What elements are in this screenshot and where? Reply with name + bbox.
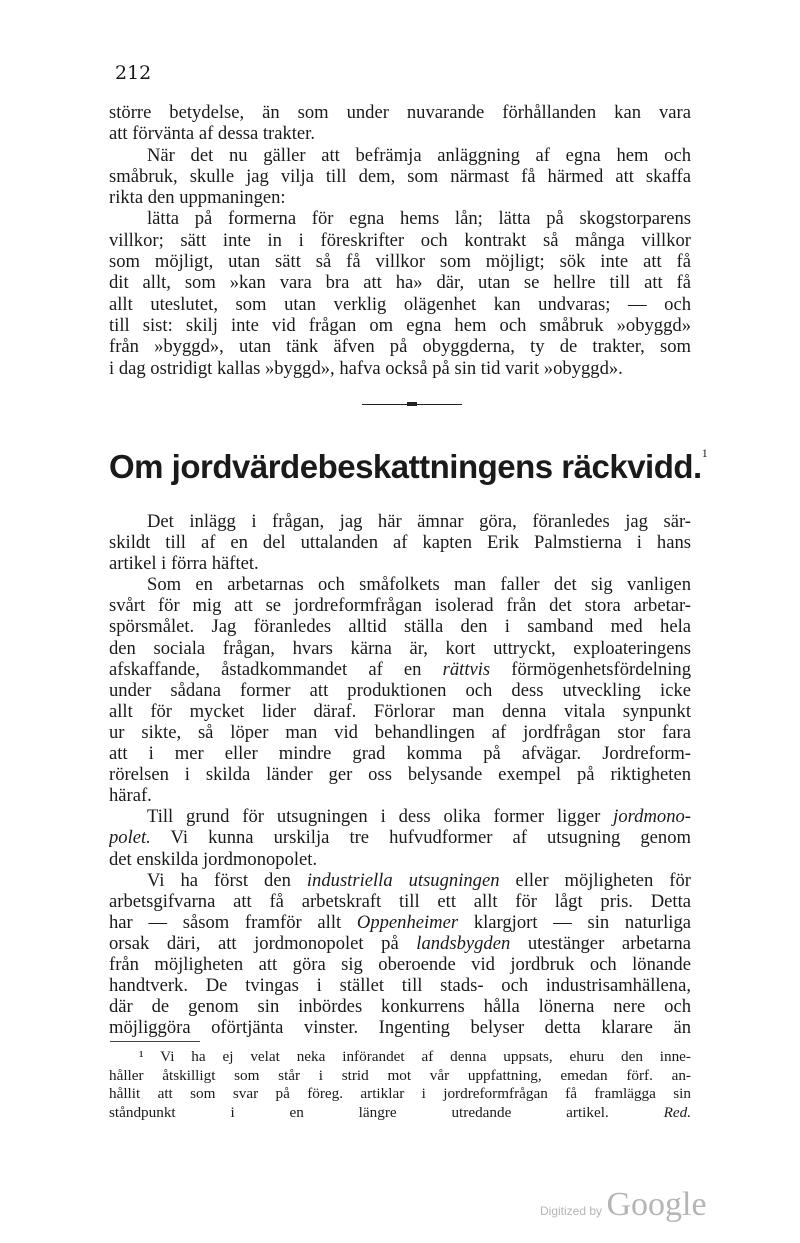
text-line xyxy=(109,511,691,532)
text-line xyxy=(109,230,691,251)
text-line xyxy=(109,166,691,187)
text-segment: Vi ha först den xyxy=(147,869,307,891)
text-segment: svårt för mig att se jordreformfrågan isolerad från det stora arbetar- xyxy=(109,595,691,617)
text-segment: ståndpunkt i en längre utredande artikel. xyxy=(109,1103,664,1121)
text-segment: hållit att som svar på föreg. artiklar i jordreformfrågan få framlägga sin xyxy=(109,1085,691,1103)
text-line xyxy=(109,123,691,144)
text-segment: att förvänta af dessa trakter. xyxy=(109,123,315,145)
text-line xyxy=(109,891,691,912)
text-segment: som möjligt, utan sätt så få villkor som möjligt; sök inte att få xyxy=(109,251,691,273)
italic-text: industriella utsugningen xyxy=(306,869,500,891)
text-segment: skildt till af en del uttalanden af kapten Erik Palmstierna i hans xyxy=(109,532,691,554)
text-line xyxy=(109,912,691,933)
text-segment: orsak däri, att jordmonopolet på xyxy=(109,932,417,954)
text-line xyxy=(109,743,691,764)
text-segment: har — såsom framför allt xyxy=(109,911,357,933)
text-segment: rikta den uppmaningen: xyxy=(109,187,286,209)
text-segment: lätta på formerna för egna hems lån; lätta på skogstorparens xyxy=(147,208,691,230)
top-text-block xyxy=(109,102,691,379)
text-segment: häraf. xyxy=(109,785,152,807)
article-heading xyxy=(109,448,707,486)
text-segment: arbetsgifvarna att få arbetskraft till ett allt för lågt pris. Detta xyxy=(109,890,691,912)
text-segment: rörelsen i skilda länder ger oss belysande exempel på riktigheten xyxy=(109,764,691,786)
article-body xyxy=(109,511,691,1038)
text-line xyxy=(109,1067,691,1086)
section-divider-ornament xyxy=(407,402,417,406)
text-segment: i dag ostridigt kallas »byggd», hafva också på sin tid varit »obyggd». xyxy=(109,357,623,379)
footnote-reference: 1 xyxy=(701,446,708,460)
text-segment: När det nu gäller att befrämja anläggning af egna hem och xyxy=(147,144,691,166)
text-line xyxy=(109,1085,691,1104)
footnote-rule xyxy=(110,1041,200,1042)
text-line xyxy=(109,187,691,208)
text-segment: det enskilda jordmonopolet. xyxy=(109,848,318,870)
text-line xyxy=(109,785,691,806)
text-line xyxy=(109,996,691,1017)
text-segment: större betydelse, än som under nuvarande förhållanden kan vara xyxy=(109,102,691,123)
footnote-block xyxy=(109,1048,691,1122)
text-line xyxy=(109,975,691,996)
text-line xyxy=(109,315,691,336)
text-segment: förmögenhetsfördelning xyxy=(490,658,691,680)
italic-text: Red. xyxy=(663,1103,691,1121)
text-segment: där de genom sin inbördes konkurrens hålla lönerna nere och xyxy=(109,996,691,1018)
text-line xyxy=(109,722,691,743)
italic-text: Oppenheimer xyxy=(356,911,459,933)
text-line xyxy=(109,272,691,293)
text-line xyxy=(109,701,691,722)
text-line xyxy=(109,764,691,785)
text-segment: den sociala frågan, hvars kärna är, kort uttryckt, exploateringens xyxy=(109,637,691,659)
italic-text: landsbygden xyxy=(416,932,511,954)
text-segment: eller möjligheten för xyxy=(499,869,691,891)
text-line xyxy=(109,616,691,637)
text-line xyxy=(109,659,691,680)
text-segment: att i mer eller mindre grad komma på afvägar. Jordreform- xyxy=(109,743,691,765)
text-segment: villkor; sätt inte in i föreskrifter och kontrakt så många villkor xyxy=(109,229,691,251)
text-segment: artikel i förra häftet. xyxy=(109,553,259,575)
text-line xyxy=(109,145,691,166)
text-segment: möjliggöra oförtjänta vinster. Ingenting belyser detta klarare än xyxy=(109,1017,691,1039)
text-segment: från »byggd», utan tänk äfven på obyggderna, ty de trakter, som xyxy=(109,336,691,358)
text-segment: småbruk, skulle jag vilja till dem, som närmast få härmed att skaffa xyxy=(109,165,691,187)
text-line xyxy=(109,595,691,616)
text-segment: allt uteslutet, som utan verklig olägenhet kan undvaras; — och xyxy=(109,293,691,315)
text-segment: handtverk. De tvingas i stället till stads- och industrisamhällena, xyxy=(109,975,691,997)
text-segment: klargjort — sin naturliga xyxy=(458,911,691,933)
text-line xyxy=(109,638,691,659)
italic-text: polet. xyxy=(109,827,151,849)
text-line xyxy=(109,336,691,357)
text-line xyxy=(109,954,691,975)
text-line xyxy=(109,849,691,870)
text-line xyxy=(109,294,691,315)
italic-text: rättvis xyxy=(442,658,491,680)
text-line xyxy=(109,806,691,827)
text-line xyxy=(109,870,691,891)
text-segment: dit allt, som »kan vara bra att ha» där, utan se hellre till att få xyxy=(109,272,691,294)
text-segment: ¹ Vi ha ej velat neka införandet af denna uppsats, ehuru den inne- xyxy=(139,1048,691,1065)
italic-text: jordmono- xyxy=(613,806,691,828)
google-logo: Google xyxy=(606,1186,707,1223)
text-line xyxy=(109,532,691,553)
text-segment: till sist: skilj inte vid frågan om egna hem och småbruk »obyggd» xyxy=(109,314,691,336)
text-segment: från möjligheten att göra sig oberoende vid jordbruk och lönande xyxy=(109,953,691,975)
text-segment: allt för mycket lider däraf. Förlorar man denna vitala synpunkt xyxy=(109,700,691,722)
text-line xyxy=(109,680,691,701)
text-line xyxy=(109,102,691,123)
text-segment: håller åtskilligt som står i strid mot vår uppfattning, emedan förf. an- xyxy=(109,1066,691,1084)
watermark-prefix: Digitized by xyxy=(540,1204,603,1218)
text-line xyxy=(109,574,691,595)
text-segment: under sådana former att produktionen och dess utveckling icke xyxy=(109,679,691,701)
text-line xyxy=(109,358,691,379)
text-line xyxy=(109,553,691,574)
text-line xyxy=(109,1104,691,1123)
text-line xyxy=(109,827,691,848)
page-number: 212 xyxy=(115,62,152,84)
text-segment: spörsmålet. Jag föranledes alltid ställa den i samband med hela xyxy=(109,616,691,638)
google-watermark xyxy=(540,1186,707,1224)
text-line xyxy=(109,933,691,954)
text-segment: Som en arbetarnas och småfolkets man faller det sig vanligen xyxy=(147,574,691,596)
article-title: Om jordvärdebeskattningens räckvidd. xyxy=(109,448,702,485)
text-segment: Vi kunna urskilja tre hufvudformer af utsugning genom xyxy=(150,827,691,849)
text-segment: afskaffande, åstadkommandet af en xyxy=(109,658,443,680)
text-line xyxy=(109,1017,691,1038)
text-line xyxy=(109,208,691,229)
text-line xyxy=(109,1048,691,1067)
text-segment: utestänger arbetarna xyxy=(510,932,691,954)
text-segment: ur sikte, så löper man vid behandlingen af jordfrågan stor fara xyxy=(109,721,691,743)
text-segment: Det inlägg i frågan, jag här ämnar göra, föranledes jag sär- xyxy=(147,511,691,532)
text-segment: Till grund för utsugningen i dess olika former ligger xyxy=(147,806,614,828)
text-line xyxy=(109,251,691,272)
